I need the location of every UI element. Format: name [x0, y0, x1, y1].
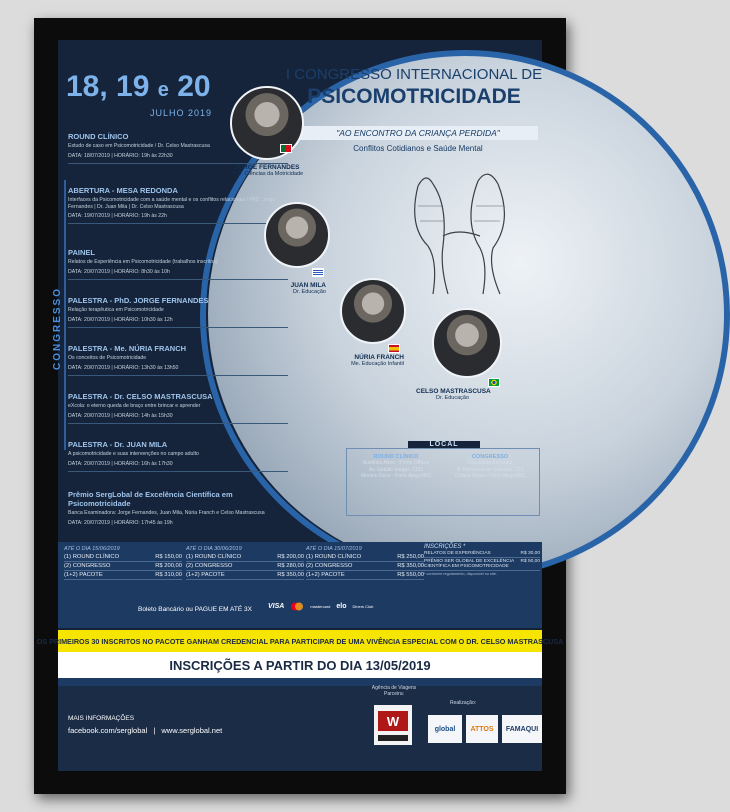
inscricoes-value: R$ 30,00 — [520, 551, 540, 556]
pricing-item: (1+2) PACOTE — [186, 572, 225, 578]
event-date: DATA: 18/07/2019 | HORÁRIO: 19h às 22h30 — [68, 152, 173, 159]
local-title: LOCAL — [408, 441, 480, 448]
site-link[interactable]: www.serglobal.net — [161, 726, 223, 735]
event-title: PALESTRA - Dr. CELSO MASTRASCUSA — [68, 392, 213, 401]
event-title: Prêmio SergLobal de Excelência Científica em Psicomotricidade — [68, 490, 233, 508]
partner-name: FAMAQUI — [505, 725, 539, 733]
event-title: PAINEL — [68, 248, 95, 257]
speaker-nuria — [340, 278, 406, 367]
pricing-row — [186, 571, 304, 580]
partner-famaqui — [502, 715, 542, 743]
inscricoes-start: INSCRIÇÕES A PARTIR DO DIA 13/05/2019 — [169, 658, 431, 673]
poster — [36, 40, 564, 771]
pricing-row — [186, 553, 304, 562]
congress-title-line2: PSICOMOTRICIDADE — [307, 85, 521, 108]
pricing-value: R$ 280,00 — [277, 563, 304, 569]
local-line: Menino Deus - Porto Alegre/RS — [361, 473, 431, 479]
dates-day3: 20 — [177, 70, 211, 103]
congress-divider — [64, 180, 66, 450]
pricing-row — [306, 571, 424, 580]
inscricoes-row — [424, 558, 540, 571]
realizacao-label: Realização: — [450, 700, 477, 706]
event-dates — [66, 70, 211, 104]
event-title: PALESTRA - Me. NÚRIA FRANCH — [68, 344, 187, 353]
speaker-photo — [264, 202, 330, 268]
speaker-celso — [416, 308, 502, 401]
payment-logos — [268, 602, 373, 611]
local-round-clinico — [348, 454, 444, 480]
pricing-item: (2) CONGRESSO — [306, 563, 353, 569]
event-date: DATA: 20/07/2019 | HORÁRIO: 8h30 às 10h — [68, 268, 170, 275]
event-separator — [68, 223, 288, 224]
pricing-item: (1) ROUND CLÍNICO — [186, 554, 242, 560]
inscricoes-value: R$ 50,00 — [520, 559, 540, 564]
event-title: PALESTRA - Dr. JUAN MILA — [68, 440, 168, 449]
pricing-row — [186, 562, 304, 571]
congress-vertical-label: CONGRESSO — [52, 286, 63, 370]
event-desc: Banca Examinadora: Jorge Fernandes, Juan Mila, Núria Franch e Celso Mastrascusa — [68, 510, 265, 516]
pricing-row — [64, 571, 182, 580]
event-date: DATA: 20/07/2019 | HORÁRIO: 13h30 às 13h50 — [68, 364, 179, 371]
local-congresso — [442, 454, 538, 480]
partner-global — [428, 715, 462, 743]
link-separator: | — [153, 726, 156, 735]
inscricoes-item: RELATOS DE EXPERIÊNCIAS — [424, 551, 491, 556]
pricing-column-1 — [64, 546, 182, 580]
visa-logo: VISA — [268, 603, 285, 610]
congress-title-line1: I CONGRESSO INTERNACIONAL DE — [285, 66, 543, 83]
pricing-item: (1+2) PACOTE — [64, 572, 103, 578]
inscricoes-head: INSCRIÇÕES * — [424, 544, 466, 550]
pricing-head: ATÉ O DIA 15/06/2019 — [64, 546, 120, 552]
speaker-juan — [264, 202, 330, 295]
more-info-label: MAIS INFORMAÇÕES — [68, 715, 135, 722]
event-date: DATA: 20/07/2019 | HORÁRIO: 10h30 às 12h — [68, 316, 173, 323]
pricing-item: (2) CONGRESSO — [64, 563, 111, 569]
pricing-value: R$ 250,00 — [397, 554, 424, 560]
event-title: PALESTRA - PhD. JORGE FERNANDES — [68, 296, 209, 305]
speaker-photo — [432, 308, 502, 378]
agency-label: Agência de Viagens Parceira: — [371, 685, 417, 697]
event-desc: Relatos de Experiência em Psicomotricidade (trabalhos inscritos) — [68, 259, 218, 265]
speaker-name: JUAN MILA — [290, 282, 326, 289]
pricing-row — [64, 553, 182, 562]
partner-attos — [466, 715, 498, 743]
event-palestra-nuria — [68, 344, 288, 376]
event-date: DATA: 20/07/2019 | HORÁRIO: 16h às 17h30 — [68, 460, 173, 467]
dates-e: e — [157, 79, 169, 101]
local-line: Av. Getúlio Vargas, 1151 — [368, 466, 424, 473]
event-separator — [68, 423, 288, 424]
divider-bar — [58, 678, 542, 686]
local-line: Cidade Baixa - Porto Alegre/RS — [454, 473, 526, 479]
event-painel — [68, 248, 288, 280]
pricing-column-3 — [306, 546, 424, 580]
event-desc: eXcola: o eterno queda de braço entre brincar e aprender — [68, 403, 201, 409]
pricing-value: R$ 200,00 — [277, 554, 304, 560]
dates-days: 18, 19 — [66, 70, 150, 103]
agency-logo-icon — [374, 705, 412, 745]
event-desc: Interfaces da Psicomotricidade com a saúde mental e os conflitos relacionais / PhD. Jorge Fernandes | Dr. Juan Mila | Dr. Celso Mastrascusa — [68, 197, 276, 210]
partner-name: global — [434, 725, 456, 733]
event-palestra-celso — [68, 392, 288, 424]
facebook-link[interactable]: facebook.com/serglobal — [68, 726, 148, 735]
event-desc: Estudo de caso em Psicomotricidade / Dr. Celso Mastrascusa — [68, 143, 210, 149]
local-line: Faculdade Famaqui — [467, 460, 513, 466]
payment-text: Boleto Bancário ou PAGUE EM ATÉ 3X — [138, 606, 252, 613]
congress-tagline: Conflitos Cotidianos e Saúde Mental — [353, 144, 483, 153]
event-separator — [68, 471, 288, 472]
sculpture-image — [388, 166, 528, 296]
speaker-name: CELSO MASTRASCUSA — [416, 388, 491, 395]
promo-banner-text: OS PRIMEIROS 30 INSCRITOS NO PACOTE GANHAM CREDENCIAL PARA PARTICIPAR DE UMA VIVÊNCIA ESPECIAL COM O DR. CELSO MASTRASCUSA — [36, 636, 564, 646]
event-date: DATA: 19/07/2019 | HORÁRIO: 19h às 22h — [68, 213, 167, 219]
event-separator — [68, 327, 288, 328]
brazil-flag-icon — [488, 378, 500, 387]
event-month: JULHO 2019 — [150, 108, 213, 118]
event-desc: A psicomotricidade e suas intervenções no campo adulto — [68, 451, 199, 457]
speaker-role: PhD. Ciências da Motricidade — [230, 171, 304, 177]
pricing-item: (2) CONGRESSO — [186, 563, 233, 569]
speaker-role: Dr. Educação — [436, 395, 470, 401]
pricing-head: ATÉ O DIA 15/07/2019 — [306, 546, 362, 552]
event-desc: Relação terapêutica em Psicomotricidade — [68, 307, 164, 313]
mastercard-icon — [290, 602, 304, 611]
local-heading: ROUND CLÍNICO — [373, 454, 419, 460]
speaker-photo — [340, 278, 406, 344]
pricing-value: R$ 150,00 — [155, 554, 182, 560]
event-title: ABERTURA - MESA REDONDA — [68, 186, 178, 195]
event-abertura — [68, 186, 288, 224]
uruguay-flag-icon — [312, 268, 324, 277]
pricing-value: R$ 310,00 — [155, 572, 182, 578]
congress-subtitle: "AO ENCONTRO DA CRIANÇA PERDIDA" — [298, 126, 538, 140]
agency-logo — [374, 705, 412, 745]
speaker-role: Me. Educação Infantil — [351, 361, 404, 367]
speaker-role: Dr. Educação — [292, 289, 326, 295]
event-palestra-jorge — [68, 296, 288, 328]
pricing-value: R$ 550,00 — [397, 572, 424, 578]
event-desc: Os conceitos de Psicomotricidade — [68, 355, 147, 361]
event-title: ROUND CLÍNICO — [68, 132, 129, 141]
speaker-name: NÚRIA FRANCH — [354, 354, 404, 361]
pricing-row — [306, 553, 424, 562]
pricing-column-2 — [186, 546, 304, 580]
pricing-row — [306, 562, 424, 571]
event-date: DATA: 20/07/2019 | HORÁRIO: 17h45 às 19h — [68, 519, 173, 526]
spain-flag-icon — [388, 344, 400, 353]
event-palestra-juan — [68, 440, 288, 472]
event-date: DATA: 20/07/2019 | HORÁRIO: 14h às 15h30 — [68, 412, 173, 419]
event-premio — [68, 490, 288, 526]
elo-logo: elo — [336, 603, 347, 610]
pricing-value: R$ 350,00 — [397, 563, 424, 569]
event-separator — [68, 279, 288, 280]
svg-text:W: W — [386, 714, 400, 729]
partner-name: ATTOS — [470, 725, 494, 733]
inscricoes-row — [424, 550, 540, 558]
pricing-head: ATÉ O DIA 30/06/2019 — [186, 546, 242, 552]
pricing-row — [64, 562, 182, 571]
promo-banner — [36, 630, 564, 652]
inscricoes-note: * conforme regulamento, disponível no site. — [424, 572, 498, 576]
footer-links — [68, 726, 222, 735]
speaker-jorge — [230, 86, 304, 177]
pricing-item: (1) ROUND CLÍNICO — [64, 554, 120, 560]
inscricoes-item: PRÊMIO SER GLOBAL DE EXCELÊNCIA CIENTÍFICA EM PSICOMOTRICIDADE — [424, 559, 514, 569]
local-line: R. Baronesa do Gravataí, 123 — [456, 466, 524, 473]
event-separator — [68, 375, 288, 376]
local-line: Auditório Attos - Prime Offices — [362, 460, 430, 466]
speaker-photo — [230, 86, 304, 160]
inscricoes-box — [424, 544, 540, 576]
poster-top-section — [52, 40, 543, 548]
pricing-value: R$ 350,00 — [277, 572, 304, 578]
mastercard-label: mastercard — [310, 604, 331, 609]
pricing-item: (1) ROUND CLÍNICO — [306, 554, 362, 560]
local-heading: CONGRESSO — [471, 454, 509, 460]
pricing-value: R$ 200,00 — [155, 563, 182, 569]
diners-logo: Diners Club — [352, 604, 374, 609]
pricing-item: (1+2) PACOTE — [306, 572, 345, 578]
portugal-flag-icon — [280, 144, 292, 153]
speaker-name: JORGE FERNANDES — [234, 164, 300, 171]
